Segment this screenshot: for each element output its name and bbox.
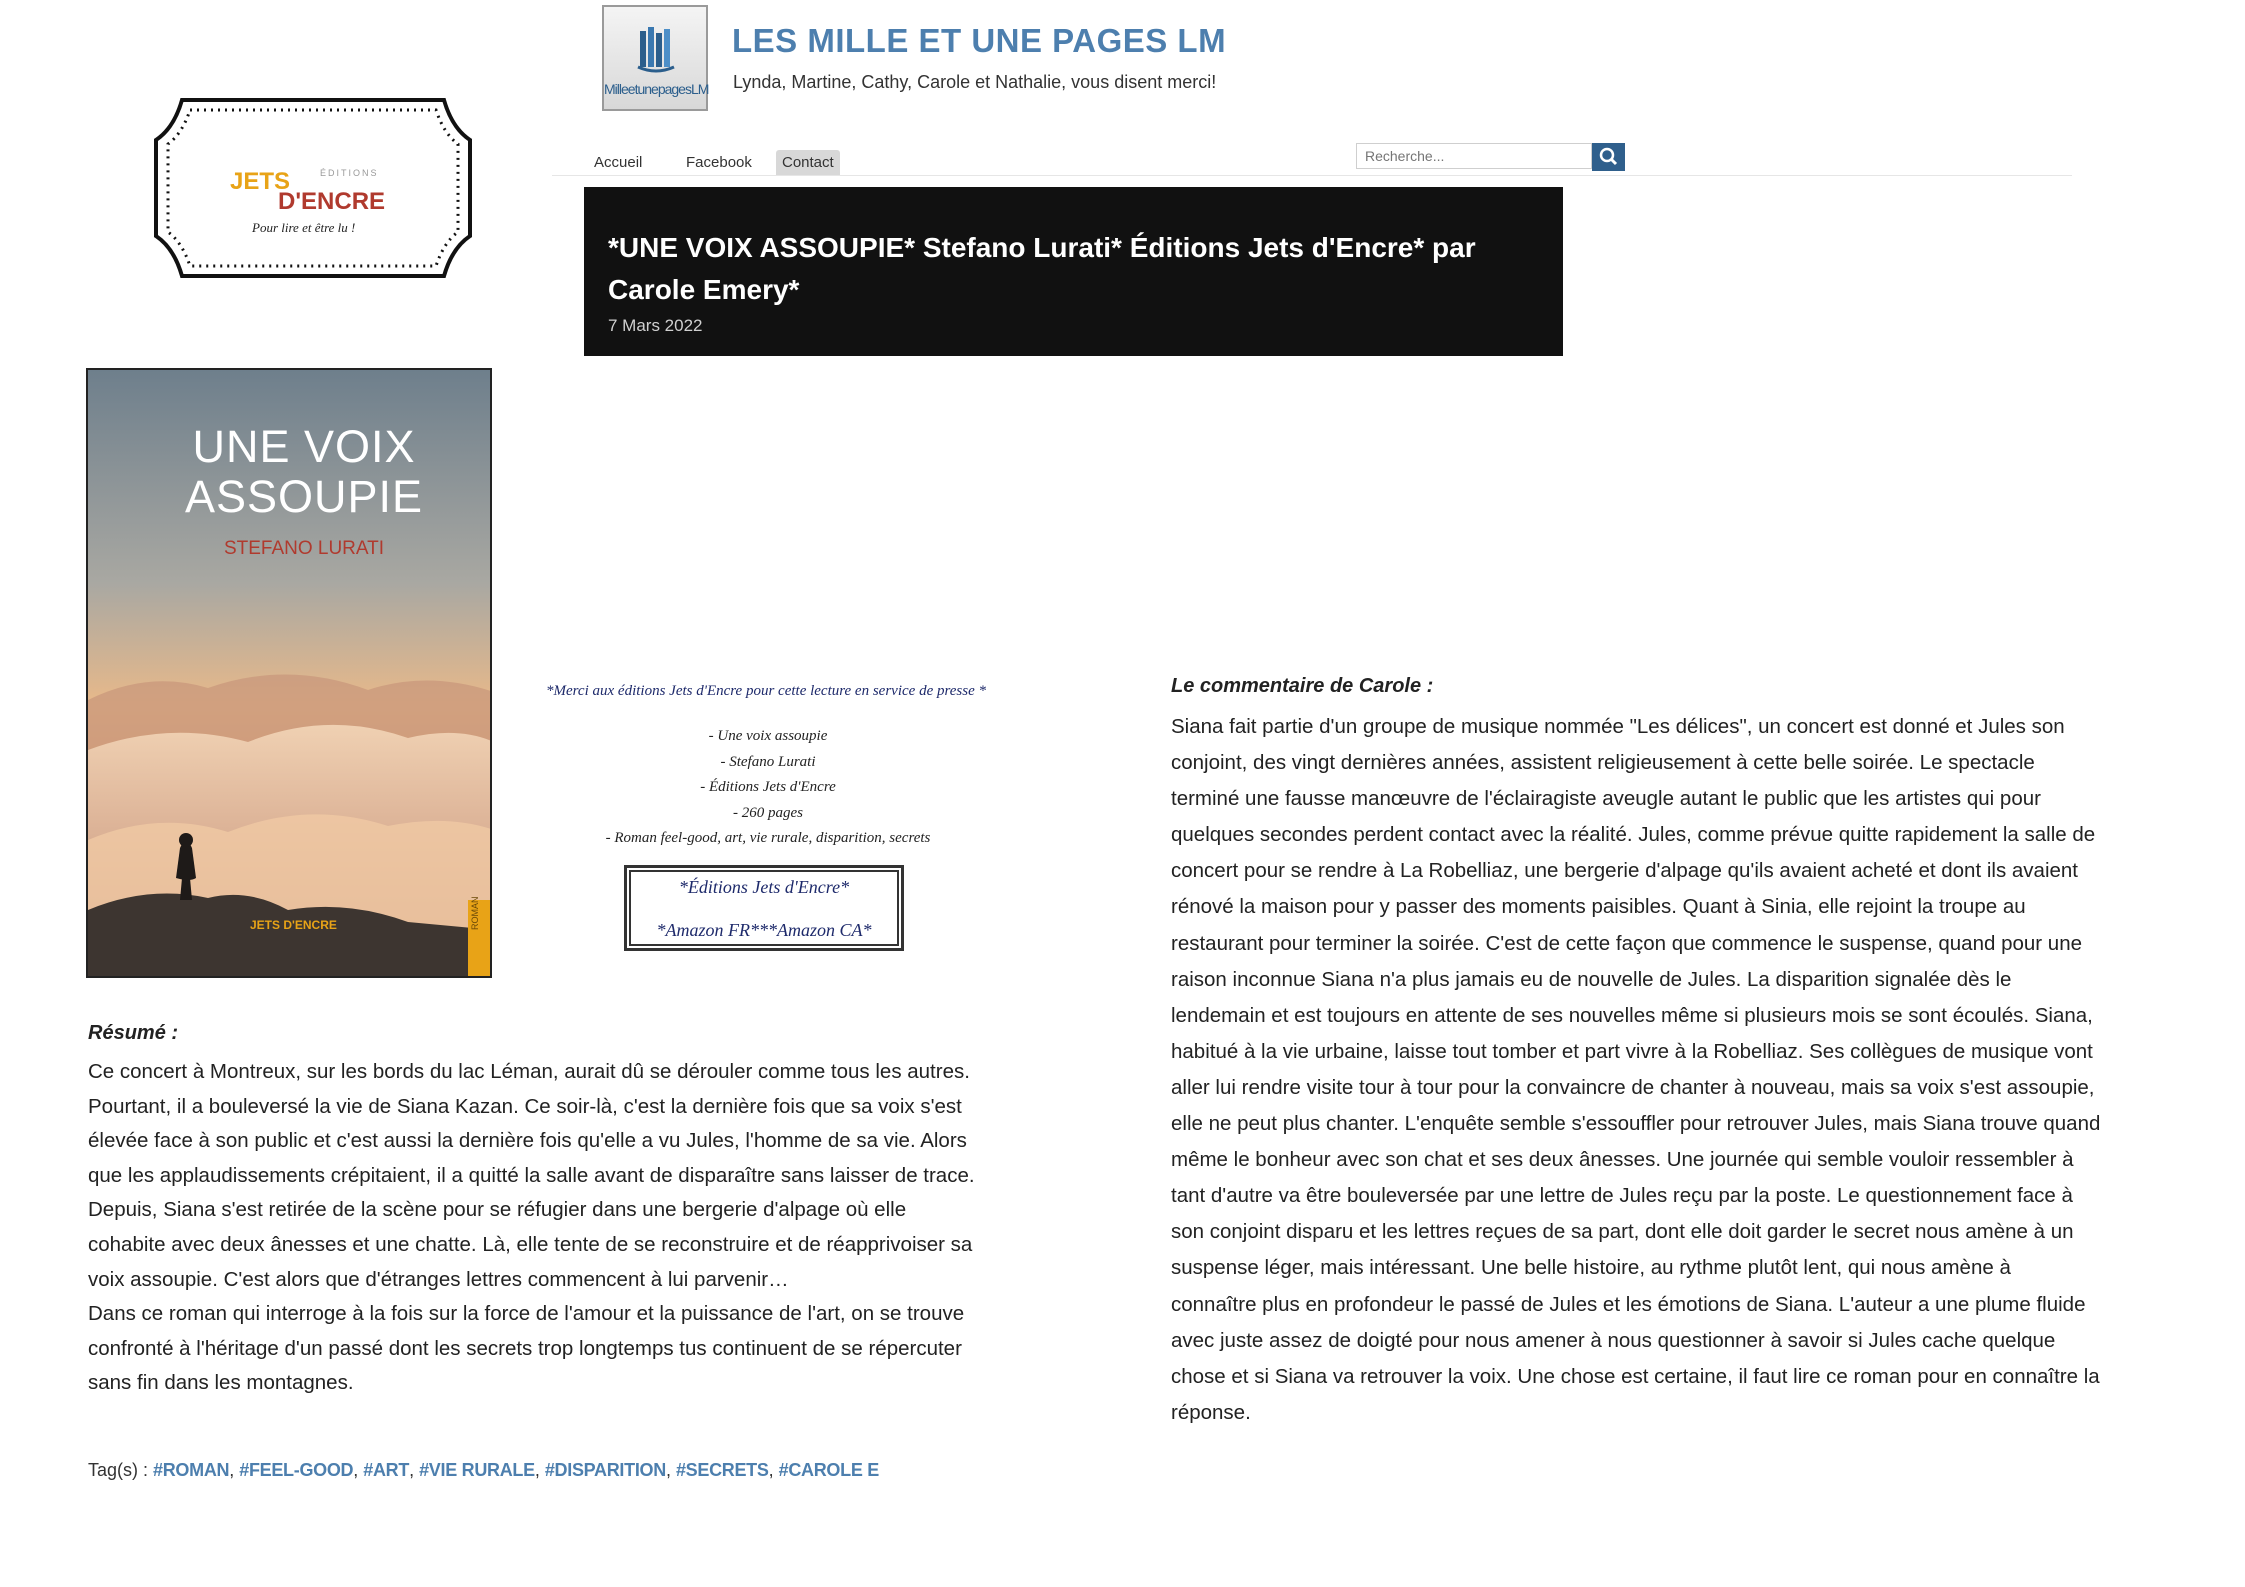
resume-heading: Résumé : [88,1022,179,1044]
cover-genre-stripe [468,896,490,978]
nav-divider [552,175,2072,176]
comment-text: Siana fait partie d'un groupe de musique nommée "Les délices", un concert est donné et Jules son conjoint, des vingt dernières années, assistent religieusement à cette belle soirée. Le spectacle terminé une fausse manœuvre de l'éclairagiste aveugle autant le public que les artistes qui pour quelques secondes perdent contact avec la réalité. Jules, comme prévue quitte rapidement la salle de concert pour se rendre à La Robelliaz, une bergerie d'alpage qu'ils avaient acheté et dont ils avaient rénové la maison pour y passer des moments paisibles. Quant à Sinia, elle rejoint la troupe au restaurant pour terminer la soirée. C'est de cette façon que commence le suspense, quand pour une raison inconnue Siana n'a plus jamais eu de nouvelle de Jules. La disparition signalée dès le lendemain et est toujours en attente de ses nouvelles même si plusieurs mois se sont écoulés. Siana, habitué à la vie urbaine, laisse tout tomber et part vivre à la Robelliaz. Ses collègues de musique vont aller lui rendre visite tour à tour pour la convaincre de chanter à nouveau, mais sa voix s'est assoupie, elle ne peut plus chanter. L'enquête semble s'essouffler pour retrouver Jules, mais Siana trouve quand même le bonheur avec son chat et ses deux ânesses. Une journée qui semble vouloir ressembler à tant d'autre va être bouleversée par une lettre de Jules reçu par la poste. Le questionnement face à son conjoint disparu et les lettres reçues de sa part, dont elle doit garder le secret nous amène à un suspense léger, mais intéressant. Une belle histoire, au rythme plutôt lent, qui nous amène à connaître plus en profondeur le passé de Jules et les émotions de Siana. L'auteur a une plume fluide avec juste assez de doigté pour nous amener à nous questionner à savoir si Jules cache quelque chose et si Siana va retrouver la voix. Une chose est certaine, il faut lire ce roman pour en connaître la réponse. [1171,715,2101,1424]
tag-link[interactable]: #ART [363,1460,410,1480]
book-cover [86,368,492,978]
badge-slogan: Pour lire et être lu ! [252,220,356,235]
tag-link[interactable]: #DISPARITION [544,1460,666,1480]
press-detail-item: - 260 pages [733,804,803,821]
cover-title-line1: UNE VOIX [192,421,416,472]
cover-publisher: JETS D'ENCRE [250,918,337,932]
post-header [584,187,1563,356]
books-icon [636,23,676,73]
tags-line: Tag(s) : #ROMAN, #FEEL-GOOD, #ART, #VIE RURALE, #DISPARITION, #SECRETS, #CAROLE E [88,1460,879,1480]
press-detail-item: - Une voix assoupie [708,728,828,744]
tags-label: Tag(s) : [88,1460,154,1480]
badge-editions: ÉDITIONS [320,168,379,178]
badge-jets: JETS [230,168,291,195]
link-editions[interactable]: *Éditions Jets d'Encre* [678,877,850,897]
magnifier-icon [1592,143,1625,171]
resume-paragraph: Ce concert à Montreux, sur les bords du lac Léman, aurait dû se dérouler comme tous les autres. Pourtant, il a bouleversé la vie de Siana Kazan. Ce soir-là, c'est la dernière fois que sa voix s'est élevée face à son public et c'est aussi la dernière fois qu'elle a vu Jules, l'homme de sa vie. Alors que les applaudissements crépitaient, il a quitté la salle avant de disparaître sans laisser de trace. [88,1060,975,1187]
nav-accueil[interactable]: Accueil [594,154,643,171]
resume-paragraph: Depuis, Siana s'est retirée de la scène pour se réfugier dans une bergerie d'alpage où elle cohabite avec deux ânesses et une chatte. Là, elle tente de se reconstruire et de réapprivoiser sa voix assoupie. C'est alors que d'étranges lettres commencent à lui parvenir… [88,1198,973,1291]
resume-text [88,1055,988,1401]
cover-genre: ROMAN [470,896,480,930]
search-button[interactable] [1592,143,1625,171]
tag-link[interactable]: #ROMAN [153,1460,230,1480]
site-logo-text: MilleetunepagesLM [604,81,709,97]
cover-title [88,422,490,522]
comment-heading: Le commentaire de Carole : [1171,675,1434,697]
press-thanks: *Merci aux éditions Jets d'Encre pour cette lecture en service de presse * [546,683,986,699]
press-detail-item: - Stefano Lurati [720,753,816,770]
site-tagline: Lynda, Martine, Cathy, Carole et Nathalie, vous disent merci! [733,72,1217,92]
publisher-badge [152,88,474,288]
nav-contact[interactable]: Contact [776,150,840,175]
post-date: 7 Mars 2022 [608,316,703,335]
badge-dencre: D'ENCRE [278,188,386,215]
link-amazon[interactable]: *Amazon FR***Amazon CA* [656,920,872,940]
resume-paragraph: Dans ce roman qui interroge à la fois sur la force de l'amour et la puissance de l'art, on se trouve confronté à l'héritage d'un passé dont les secrets trop longtemps tus continuent de se répercuter sans fin dans les montagnes. [88,1302,965,1395]
cover-title-line2: ASSOUPIE [184,471,424,522]
tag-link[interactable]: #CAROLE E [778,1460,879,1480]
nav-facebook[interactable]: Facebook [686,154,752,171]
site-logo[interactable] [602,5,708,111]
press-links-box [624,865,904,951]
press-detail-item: - Éditions Jets d'Encre [700,779,836,795]
site-title[interactable]: LES MILLE ET UNE PAGES LM [732,22,1227,59]
press-details [566,724,970,852]
search-input[interactable] [1356,143,1592,169]
tag-link[interactable]: #VIE RURALE [419,1460,535,1480]
post-title: *UNE VOIX ASSOUPIE* Stefano Lurati* Éditions Jets d'Encre* par Carole Emery* [608,232,1476,305]
press-detail-item: - Roman feel-good, art, vie rurale, disparition, secrets [605,830,931,846]
tag-link[interactable]: #SECRETS [675,1460,769,1480]
tag-link[interactable]: #FEEL-GOOD [239,1460,354,1480]
cover-author: STEFANO LURATI [223,538,385,559]
